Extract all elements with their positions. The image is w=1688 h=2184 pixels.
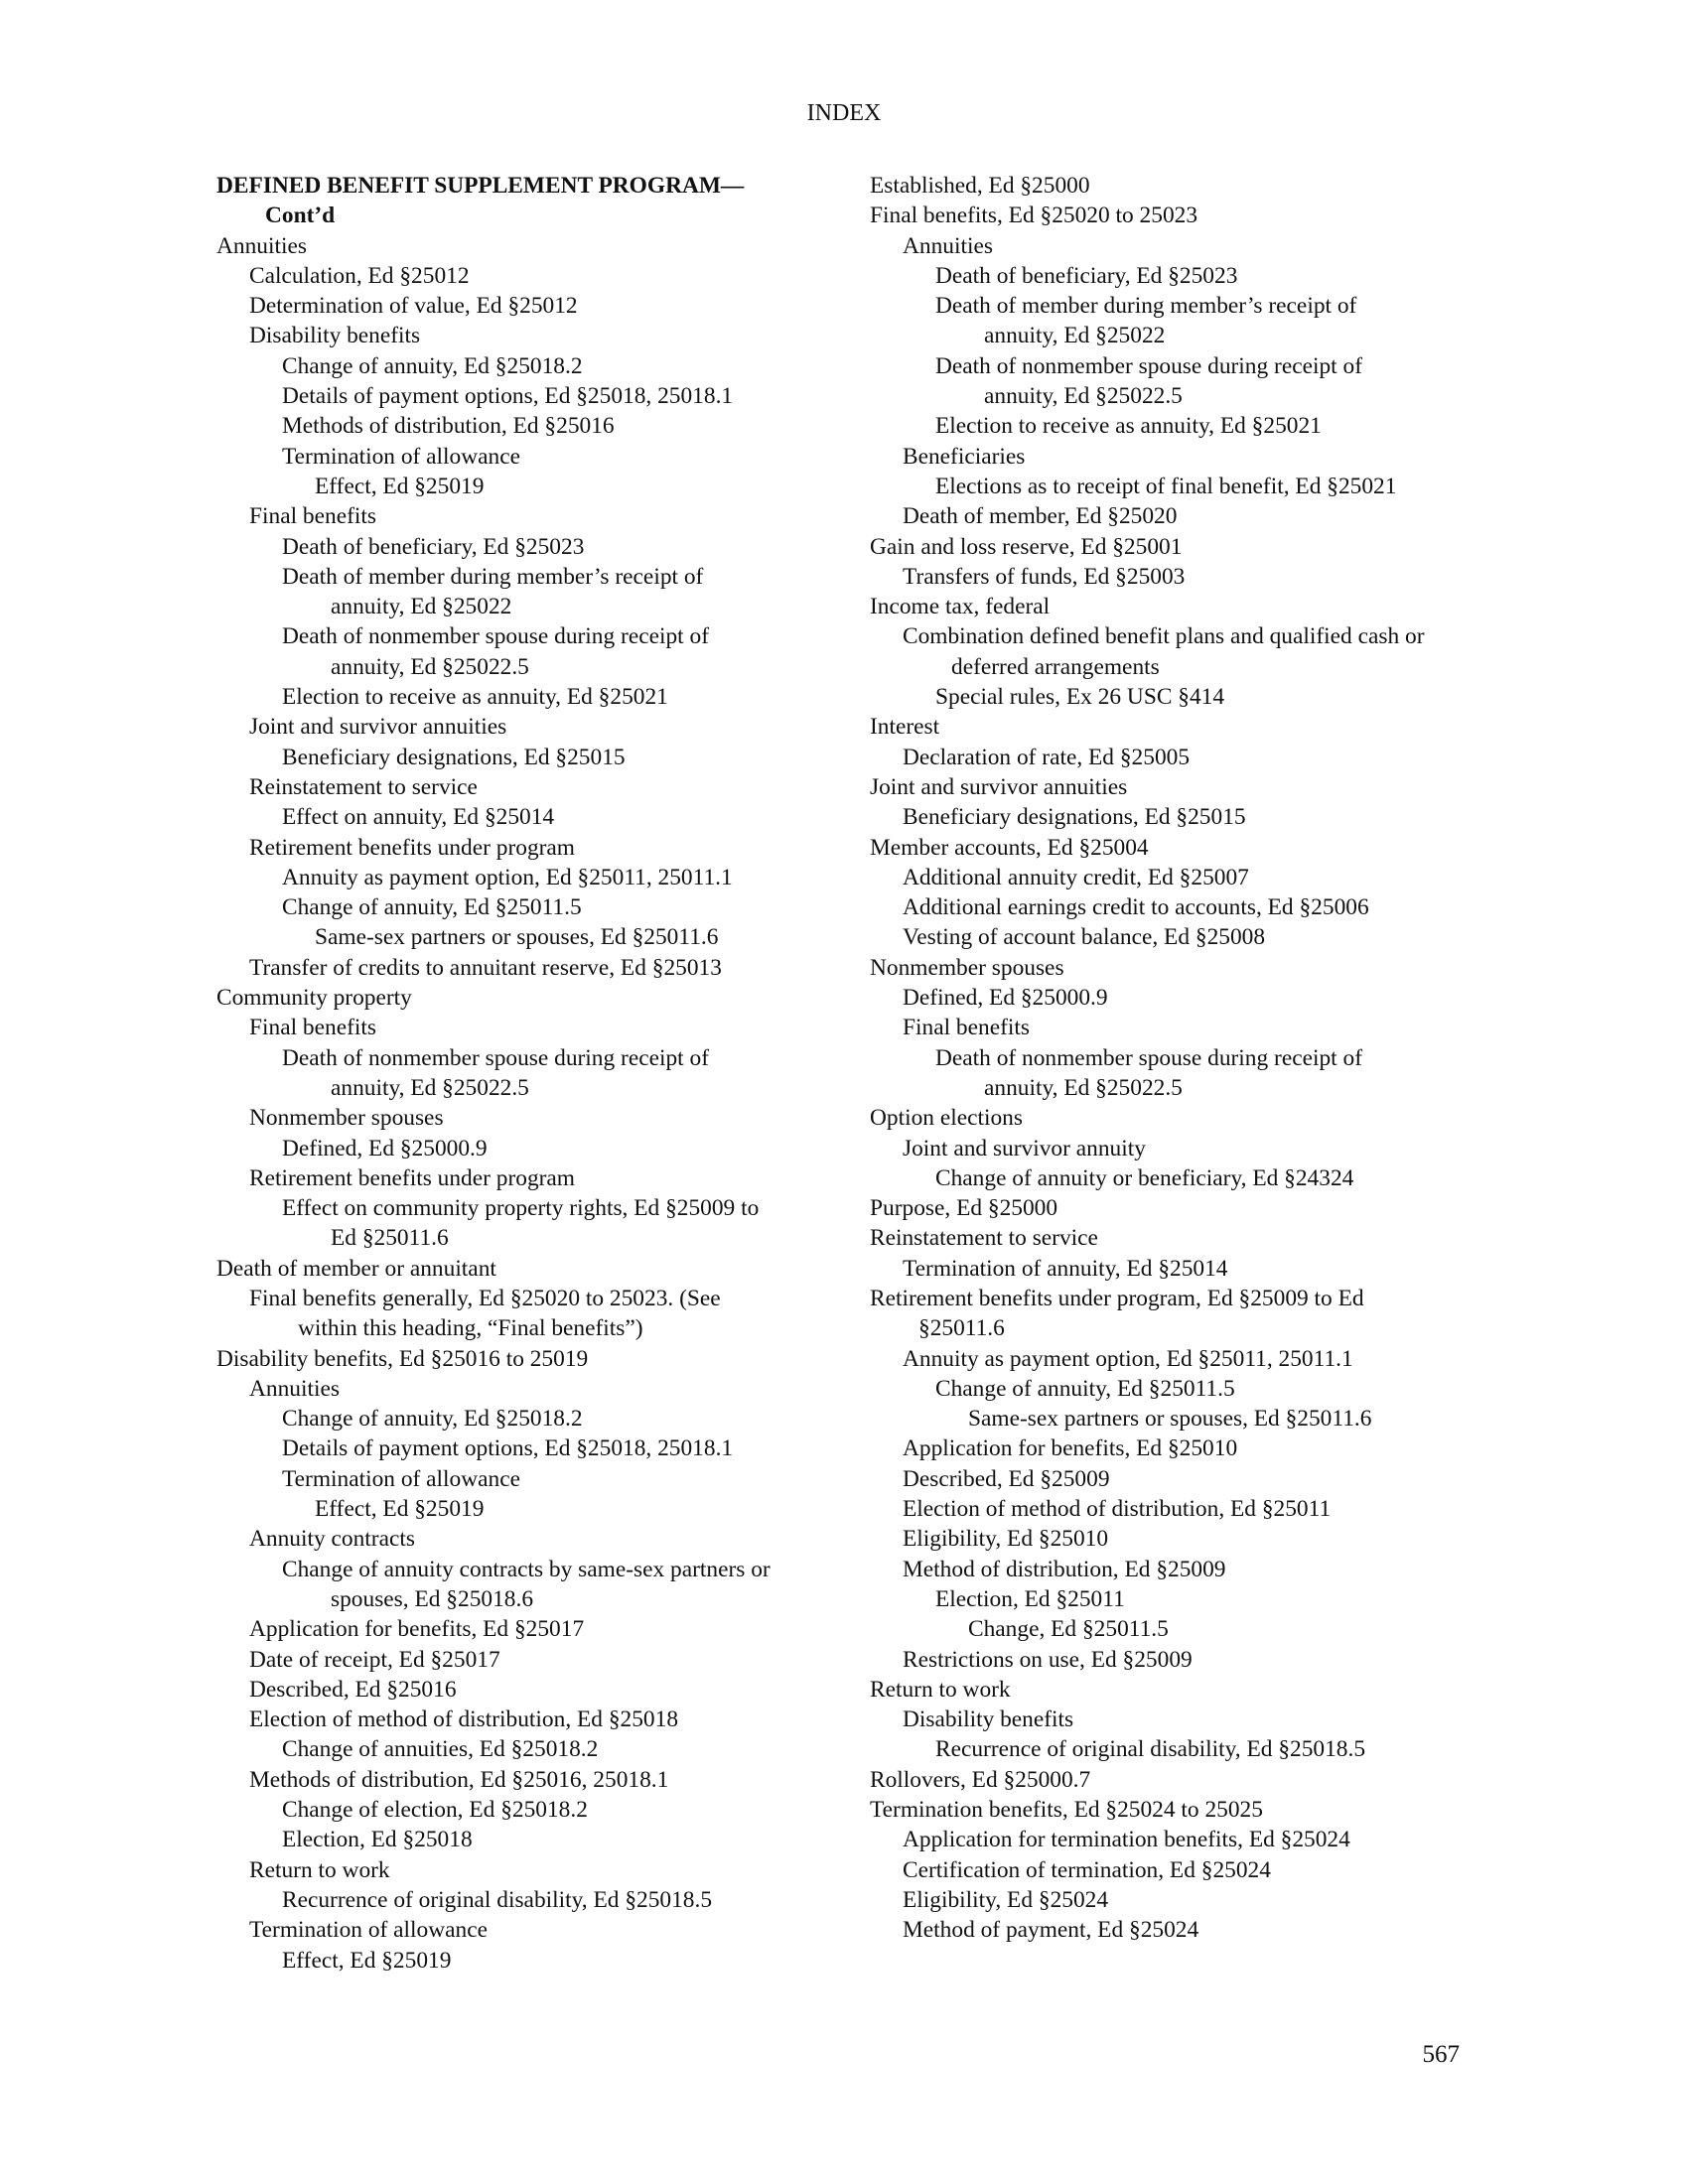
index-entry — [216, 1134, 852, 1163]
index-entry-continuation: deferred arrangements — [951, 653, 1160, 680]
index-entry-text: Final benefits — [903, 1015, 1030, 1041]
index-entry — [216, 562, 852, 622]
index-entry-text: Effect on community property rights, Ed §25009 to — [282, 1195, 760, 1222]
index-entry-text: Election to receive as annuity, Ed §25021 — [282, 684, 668, 711]
index-entry — [216, 381, 852, 411]
index-entry-text: Retirement benefits under program — [249, 834, 576, 861]
index-entry — [870, 1284, 1489, 1344]
index-entry — [216, 1464, 852, 1494]
index-entry — [216, 892, 852, 922]
index-entry — [870, 1404, 1489, 1433]
index-entry-continuation: annuity, Ed §25022 — [331, 594, 512, 620]
index-entry — [216, 1494, 852, 1524]
index-entry — [870, 1855, 1489, 1885]
index-entry-text: Nonmember spouses — [870, 954, 1064, 981]
index-entry — [870, 532, 1489, 562]
index-entry-text: Details of payment options, Ed §25018, 25018.1 — [282, 1435, 734, 1462]
index-column-left — [216, 171, 852, 1976]
index-entry — [216, 1765, 852, 1795]
index-entry — [870, 1524, 1489, 1554]
index-entry-text: Same-sex partners or spouses, Ed §25011.6 — [968, 1406, 1372, 1433]
index-entry-continuation: annuity, Ed §25022.5 — [984, 383, 1183, 410]
index-entry — [870, 411, 1489, 441]
index-entry — [216, 1254, 852, 1284]
index-entry — [216, 411, 852, 441]
index-entry — [216, 802, 852, 832]
index-entry — [870, 1734, 1489, 1764]
index-entry — [216, 231, 852, 261]
index-entry — [870, 1163, 1489, 1193]
index-entry-text: Reinstatement to service — [870, 1225, 1098, 1252]
index-entry-text: Nonmember spouses — [249, 1105, 444, 1132]
index-entry-text: Return to work — [870, 1676, 1011, 1703]
index-entry — [870, 983, 1489, 1013]
index-entry-text: Change of annuity contracts by same-sex partners or — [282, 1556, 771, 1582]
index-entry — [216, 1524, 852, 1554]
index-entry — [216, 833, 852, 863]
index-entry-text: Death of nonmember spouse during receipt of — [935, 352, 1362, 379]
index-entry — [216, 1433, 852, 1463]
index-entry-continuation: annuity, Ed §25022.5 — [984, 1074, 1183, 1101]
index-entry-continuation: annuity, Ed §25022.5 — [331, 653, 529, 680]
index-entry — [870, 863, 1489, 892]
index-entry — [216, 743, 852, 772]
index-entry-text: Election of method of distribution, Ed §25018 — [249, 1706, 679, 1733]
index-entry — [216, 1946, 852, 1976]
index-entry-text: Option elections — [870, 1105, 1023, 1132]
index-entry — [870, 1013, 1489, 1042]
index-entry-text: Election to receive as annuity, Ed §25021 — [935, 413, 1322, 440]
index-entry — [216, 1825, 852, 1854]
index-entry — [216, 953, 852, 983]
index-entry-text: Additional annuity credit, Ed §25007 — [903, 864, 1249, 890]
index-entry — [216, 1404, 852, 1433]
index-entry-text: Election, Ed §25011 — [935, 1585, 1125, 1612]
index-entry — [870, 892, 1489, 922]
index-entry — [870, 1825, 1489, 1854]
index-entry-text: Transfer of credits to annuitant reserve, Ed §25013 — [249, 954, 722, 981]
index-entry-text: Change of annuity, Ed §25011.5 — [935, 1375, 1235, 1402]
index-entry — [870, 1254, 1489, 1284]
index-entry — [216, 1555, 852, 1615]
index-entry-text: Methods of distribution, Ed §25016 — [282, 413, 615, 440]
index-entry — [216, 712, 852, 742]
index-entry-continuation: §25011.6 — [918, 1315, 1005, 1342]
index-entry-text: Member accounts, Ed §25004 — [870, 834, 1149, 861]
index-entry-continuation: annuity, Ed §25022 — [984, 323, 1166, 349]
index-entry-text: Change of election, Ed §25018.2 — [282, 1797, 588, 1824]
index-entry-text: Restrictions on use, Ed §25009 — [903, 1646, 1193, 1673]
index-entry-text: Annuities — [903, 232, 993, 259]
index-entry-text: Gain and loss reserve, Ed §25001 — [870, 533, 1183, 560]
index-entry — [870, 712, 1489, 742]
index-entry-text: Recurrence of original disability, Ed §25018.5 — [282, 1886, 713, 1913]
index-entry — [870, 1915, 1489, 1945]
page-header: INDEX — [806, 100, 882, 126]
index-entry-text: Death of nonmember spouse during receipt of — [282, 623, 709, 650]
index-entry — [870, 682, 1489, 712]
index-entry-text: Death of beneficiary, Ed §25023 — [282, 533, 585, 560]
index-entry-text: Combination defined benefit plans and qualified cash or — [903, 623, 1425, 650]
index-entry-text: Described, Ed §25009 — [903, 1465, 1110, 1492]
index-entry-text: Termination of allowance — [282, 1465, 520, 1492]
index-entry — [870, 1193, 1489, 1223]
index-entry — [870, 1494, 1489, 1524]
index-entry-text: Reinstatement to service — [249, 773, 478, 800]
index-entry-text: Annuities — [249, 1375, 340, 1402]
index-entry — [216, 171, 852, 231]
index-entry — [216, 321, 852, 350]
index-entry-continuation: Cont’d — [265, 203, 336, 229]
index-entry — [870, 562, 1489, 592]
index-entry-text: Death of nonmember spouse during receipt of — [282, 1044, 709, 1071]
index-entry-text: Beneficiaries — [903, 443, 1026, 470]
index-entry-text: Disability benefits — [249, 323, 421, 349]
index-entry-text: Annuities — [216, 232, 307, 259]
index-entry-text: Change, Ed §25011.5 — [968, 1616, 1169, 1643]
index-entry-text: Disability benefits, Ed §25016 to 25019 — [216, 1345, 589, 1372]
index-entry — [216, 442, 852, 472]
index-entry-text: Defined, Ed §25000.9 — [903, 985, 1108, 1012]
index-entry — [870, 1765, 1489, 1795]
index-entry-text: Eligibility, Ed §25010 — [903, 1526, 1109, 1553]
index-entry-text: Effect, Ed §25019 — [315, 1496, 485, 1523]
index-entry-continuation: spouses, Ed §25018.6 — [331, 1585, 534, 1612]
index-entry-continuation: within this heading, “Final benefits”) — [298, 1315, 643, 1342]
index-entry — [216, 261, 852, 291]
index-entry — [216, 621, 852, 682]
index-entry-text: Election of method of distribution, Ed §25011 — [903, 1496, 1332, 1523]
index-entry — [216, 351, 852, 381]
index-entry-text: Beneficiary designations, Ed §25015 — [282, 744, 626, 770]
index-entry-text: Death of member, Ed §25020 — [903, 503, 1178, 530]
index-entry-text: Vesting of account balance, Ed §25008 — [903, 924, 1266, 951]
index-entry-text: Determination of value, Ed §25012 — [249, 293, 578, 320]
index-entry-text: Termination of allowance — [282, 443, 520, 470]
index-entry — [216, 501, 852, 531]
index-entry-text: Community property — [216, 985, 412, 1012]
index-entry-text: Termination of allowance — [249, 1917, 488, 1944]
index-entry-text: Rollovers, Ed §25000.7 — [870, 1766, 1091, 1793]
index-entry — [870, 1433, 1489, 1463]
index-entry — [216, 1013, 852, 1042]
index-entry — [216, 922, 852, 952]
index-entry — [216, 1915, 852, 1945]
index-entry-text: Annuity as payment option, Ed §25011, 25011.1 — [282, 864, 733, 890]
index-entry-text: Beneficiary designations, Ed §25015 — [903, 804, 1246, 831]
index-entry — [870, 1705, 1489, 1734]
index-entry — [870, 1464, 1489, 1494]
index-entry — [870, 1134, 1489, 1163]
index-entry — [870, 1555, 1489, 1584]
index-entry — [870, 201, 1489, 230]
index-entry-text: Effect, Ed §25019 — [315, 473, 485, 499]
index-entry-text: Effect on annuity, Ed §25014 — [282, 804, 555, 831]
index-entry-text: Change of annuity, Ed §25011.5 — [282, 894, 582, 921]
index-entry — [870, 442, 1489, 472]
index-entry-text: Interest — [870, 714, 940, 741]
index-entry-text: Death of member during member’s receipt of — [282, 563, 704, 590]
index-entry-text: Purpose, Ed §25000 — [870, 1195, 1058, 1222]
index-entry-continuation: Ed §25011.6 — [331, 1225, 449, 1252]
index-entry — [216, 1645, 852, 1675]
index-entry — [216, 1284, 852, 1344]
index-entry-text: Election, Ed §25018 — [282, 1827, 473, 1853]
index-entry — [216, 682, 852, 712]
index-entry-text: Method of distribution, Ed §25009 — [903, 1556, 1226, 1582]
index-entry-text: Date of receipt, Ed §25017 — [249, 1646, 500, 1673]
page-number: 567 — [1422, 2041, 1460, 2068]
index-entry-text: Established, Ed §25000 — [870, 173, 1090, 199]
index-entry-text: Annuity contracts — [249, 1526, 415, 1553]
index-entry-text: Final benefits, Ed §25020 to 25023 — [870, 203, 1198, 229]
index-entry-text: Final benefits — [249, 1015, 376, 1041]
index-entry — [216, 1344, 852, 1374]
index-entry-text: Declaration of rate, Ed §25005 — [903, 744, 1191, 770]
index-entry-text: Death of member during member’s receipt of — [935, 293, 1357, 320]
index-entry — [216, 532, 852, 562]
index-entry-text: Change of annuity, Ed §25018.2 — [282, 352, 583, 379]
index-entry-text: Termination of annuity, Ed §25014 — [903, 1255, 1228, 1282]
index-entry-text: Final benefits — [249, 503, 376, 530]
index-entry-text: Eligibility, Ed §25024 — [903, 1886, 1109, 1913]
index-entry — [216, 1795, 852, 1825]
index-entry — [870, 1043, 1489, 1104]
index-entry-text: Application for benefits, Ed §25017 — [249, 1616, 585, 1643]
index-entry — [870, 1223, 1489, 1253]
index-entry-text: Method of payment, Ed §25024 — [903, 1917, 1199, 1944]
index-entry-text: Additional earnings credit to accounts, Ed §25006 — [903, 894, 1369, 921]
index-entry-text: Same-sex partners or spouses, Ed §25011.6 — [315, 924, 719, 951]
index-entry — [216, 1734, 852, 1764]
index-entry — [870, 351, 1489, 412]
index-entry — [216, 1043, 852, 1104]
index-column-right — [870, 171, 1489, 1946]
index-entry-text: Application for benefits, Ed §25010 — [903, 1435, 1238, 1462]
index-entry — [870, 833, 1489, 863]
index-entry — [870, 501, 1489, 531]
index-entry-text: Final benefits generally, Ed §25020 to 25023. (See — [249, 1285, 721, 1311]
index-entry-text: Calculation, Ed §25012 — [249, 262, 470, 289]
index-entry — [216, 1193, 852, 1254]
index-entry-text: Special rules, Ex 26 USC §414 — [935, 684, 1225, 711]
index-entry — [870, 1374, 1489, 1404]
index-entry-text: Death of nonmember spouse during receipt of — [935, 1044, 1362, 1071]
index-entry-text: Application for termination benefits, Ed §25024 — [903, 1827, 1350, 1853]
index-entry-text: Change of annuity or beneficiary, Ed §24324 — [935, 1164, 1354, 1191]
index-entry — [870, 231, 1489, 261]
index-entry-text: Return to work — [249, 1856, 390, 1883]
index-entry — [870, 922, 1489, 952]
index-entry — [216, 1855, 852, 1885]
index-entry — [216, 1675, 852, 1705]
index-entry — [870, 1795, 1489, 1825]
index-entry-text: Death of beneficiary, Ed §25023 — [935, 262, 1238, 289]
index-entry — [870, 1344, 1489, 1374]
index-entry-text: Change of annuity, Ed §25018.2 — [282, 1406, 583, 1433]
index-entry-text: Certification of termination, Ed §25024 — [903, 1856, 1271, 1883]
index-entry — [870, 1614, 1489, 1644]
index-entry — [870, 261, 1489, 291]
index-entry-text: Defined, Ed §25000.9 — [282, 1135, 488, 1161]
index-entry-text: Change of annuities, Ed §25018.2 — [282, 1736, 599, 1763]
index-entry-text: Disability benefits — [903, 1706, 1074, 1733]
index-entry-text: Elections as to receipt of final benefit, Ed §25021 — [935, 473, 1397, 499]
index-entry — [870, 1103, 1489, 1133]
index-entry — [216, 472, 852, 501]
index-entry — [216, 983, 852, 1013]
index-entry — [870, 1885, 1489, 1915]
index-entry — [870, 472, 1489, 501]
index-entry — [870, 1645, 1489, 1675]
index-entry — [870, 802, 1489, 832]
index-entry — [870, 743, 1489, 772]
index-entry — [870, 291, 1489, 351]
index-entry-text: Recurrence of original disability, Ed §25018.5 — [935, 1736, 1366, 1763]
index-entry — [216, 1614, 852, 1644]
index-entry-text: Death of member or annuitant — [216, 1255, 496, 1282]
index-entry-text: Effect, Ed §25019 — [282, 1947, 452, 1974]
index-entry-text: Methods of distribution, Ed §25016, 25018.1 — [249, 1766, 669, 1793]
index-entry-text: Joint and survivor annuity — [903, 1135, 1146, 1161]
index-entry — [216, 1705, 852, 1734]
index-entry — [870, 171, 1489, 201]
index-entry-text: Income tax, federal — [870, 594, 1051, 620]
index-entry — [870, 772, 1489, 802]
index-entry-continuation: annuity, Ed §25022.5 — [331, 1074, 529, 1101]
index-entry — [216, 1885, 852, 1915]
index-entry-text: Annuity as payment option, Ed §25011, 25011.1 — [903, 1345, 1353, 1372]
index-entry-text: DEFINED BENEFIT SUPPLEMENT PROGRAM— — [216, 173, 745, 199]
index-entry-text: Joint and survivor annuities — [249, 714, 507, 741]
index-entry — [870, 1675, 1489, 1705]
index-entry-text: Retirement benefits under program, Ed §25009 to Ed — [870, 1285, 1364, 1311]
index-entry — [216, 1103, 852, 1133]
index-entry — [216, 863, 852, 892]
index-entry-text: Termination benefits, Ed §25024 to 25025 — [870, 1797, 1263, 1824]
index-entry-text: Details of payment options, Ed §25018, 25018.1 — [282, 383, 734, 410]
index-entry — [870, 592, 1489, 621]
index-entry — [216, 772, 852, 802]
index-entry — [870, 1584, 1489, 1614]
index-entry — [870, 953, 1489, 983]
index-entry — [216, 1374, 852, 1404]
index-entry-text: Described, Ed §25016 — [249, 1676, 457, 1703]
index-entry — [216, 1163, 852, 1193]
index-entry-text: Joint and survivor annuities — [870, 773, 1128, 800]
index-entry-text: Retirement benefits under program — [249, 1164, 576, 1191]
index-entry-text: Transfers of funds, Ed §25003 — [903, 563, 1186, 590]
index-entry — [216, 291, 852, 321]
index-entry — [870, 621, 1489, 682]
